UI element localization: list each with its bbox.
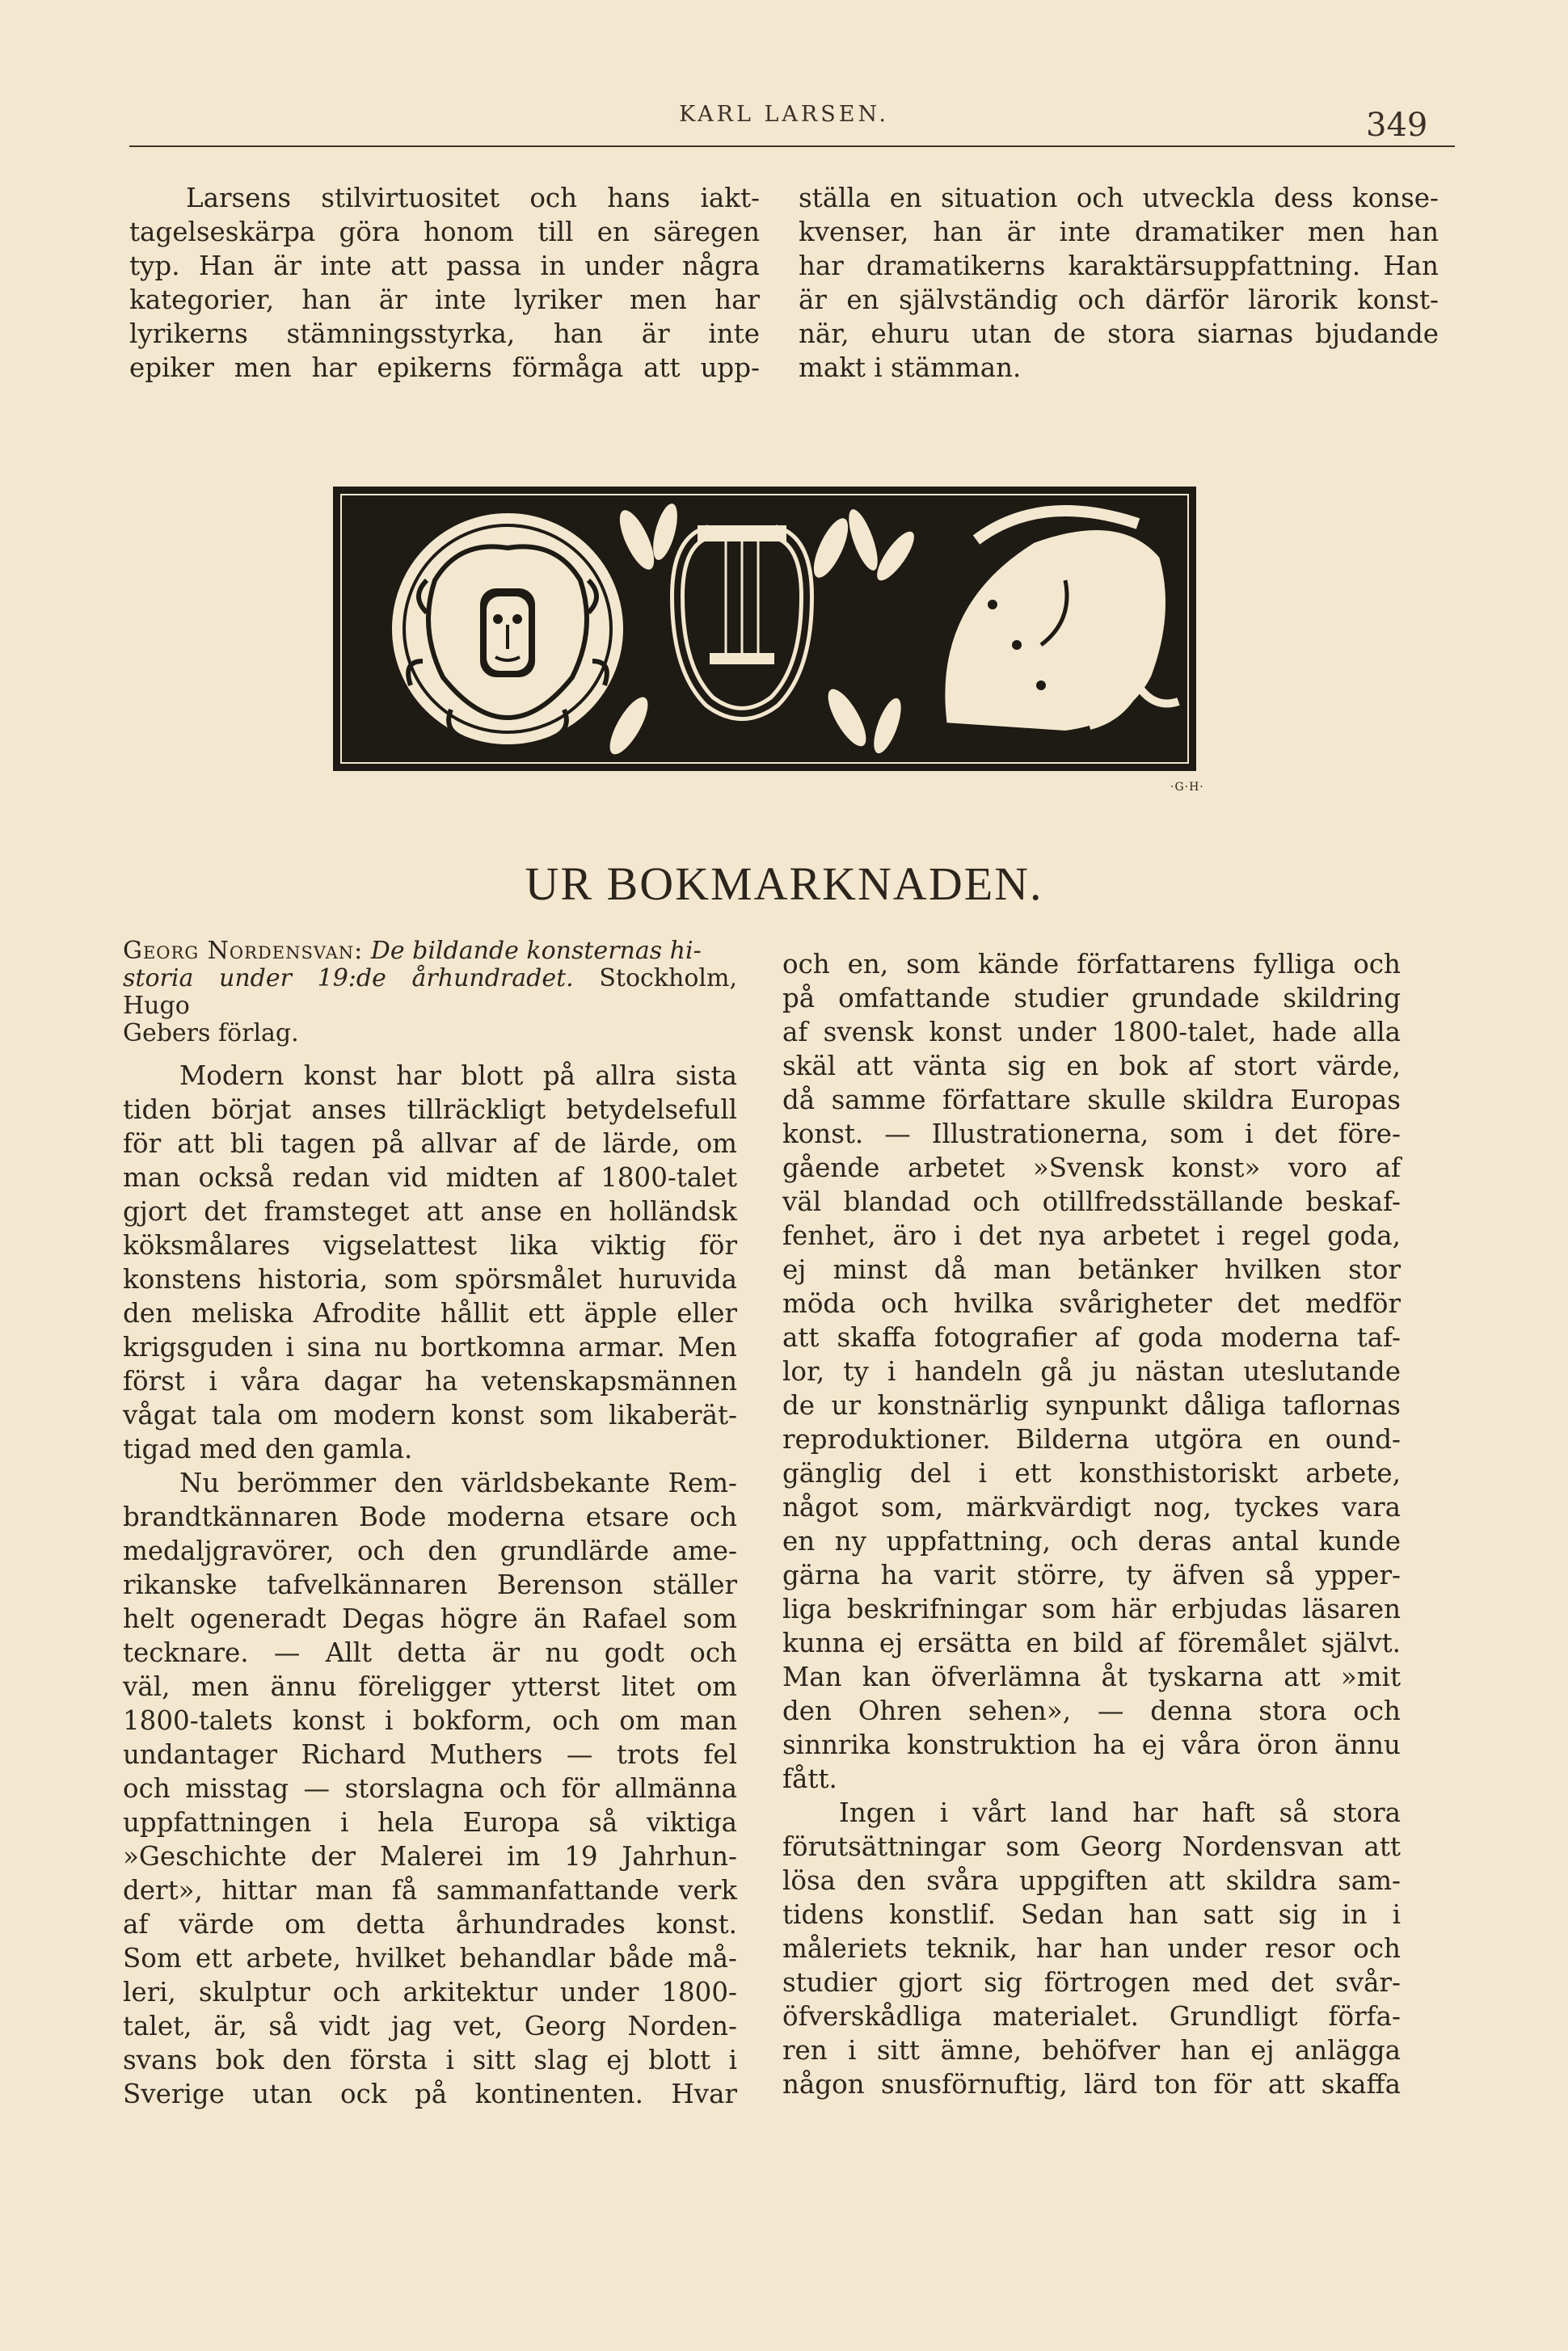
page-number: 349 — [1366, 107, 1428, 144]
text-line: krigsguden i sina nu bortkomna armar. Men — [123, 1332, 737, 1363]
text-line: af värde om detta århundrades konst. — [123, 1909, 737, 1940]
text-line: skäl att vänta sig en bok af stort värde, — [782, 1051, 1401, 1081]
medusa-shield-icon — [388, 509, 627, 748]
text-line: först i våra dagar ha vetenskapsmännen — [123, 1366, 737, 1397]
text-line: den meliska Afrodite hållit ett äpple eller — [123, 1298, 737, 1329]
text-line: gående arbetet »Svensk konst» voro af — [782, 1152, 1401, 1183]
text-line: medaljgravörer, och den grundlärde ame- — [123, 1536, 737, 1566]
text-line: dert», hittar man få sammanfattande verk — [123, 1875, 737, 1906]
text-line: gänglig del i ett konsthistoriskt arbete, — [782, 1458, 1401, 1489]
text-line: tidens konstlif. Sedan han satt sig in i — [782, 1899, 1401, 1930]
text-line: möda och hvilka svårigheter det medför — [782, 1288, 1401, 1319]
citation-author: Georg Nordensvan: — [123, 937, 364, 965]
text-line: köksmålares vigselattest lika viktig för — [123, 1230, 737, 1261]
text-line: den Ohren sehen», — denna stora och — [782, 1696, 1401, 1726]
text-line: Ingen i vårt land har haft så stora — [839, 1797, 1401, 1828]
text-line: tagelseskärpa göra honom till en säregen — [129, 217, 760, 247]
text-line: svans bok den första i sitt slag ej blott i — [123, 2045, 737, 2075]
review-left-column — [123, 937, 737, 2111]
text-line: gärna ha varit större, ty äfven så ypper- — [782, 1560, 1401, 1591]
text-line: leri, skulptur och arkitektur under 1800- — [123, 1977, 737, 2008]
text-line: reproduktioner. Bilderna utgöra en ound- — [782, 1424, 1401, 1455]
text-line: då samme författare skulle skildra Europas — [782, 1085, 1401, 1115]
text-line: Sverige utan ock på kontinenten. Hvar — [123, 2079, 737, 2109]
text-line: studier gjort sig förtrogen med det svår- — [782, 1967, 1401, 1998]
citation-title-1: De bildande konsternas hi- — [370, 937, 702, 965]
text-line: att skaffa fotografier af goda moderna taf- — [782, 1322, 1401, 1353]
text-line: fått. — [782, 1763, 837, 1794]
review-right-column — [782, 947, 1401, 2101]
text-line: förutsättningar som Georg Nordensvan att — [782, 1831, 1401, 1862]
text-line: väl, men ännu föreligger ytterst litet om — [123, 1671, 737, 1702]
text-line: typ. Han är inte att passa in under några — [129, 251, 760, 281]
text-line: Man kan öfverlämna åt tyskarna att »mit — [782, 1662, 1401, 1692]
text-line: och en, som kände författarens fylliga och — [782, 949, 1401, 980]
text-line: tecknare. — Allt detta är nu godt och — [123, 1637, 737, 1668]
text-line: Modern konst har blott på allra sista — [179, 1060, 737, 1091]
text-line: lösa den svåra uppgiften att skildra sam- — [782, 1865, 1401, 1896]
text-line: har dramatikerns karaktärsuppfattning. Han — [799, 251, 1439, 281]
vignette-monogram: ·G·H· — [1170, 781, 1204, 794]
text-line: lyrikerns stämningsstyrka, han är inte — [129, 318, 760, 349]
text-line: undantager Richard Muthers — trots fel — [123, 1739, 737, 1770]
intro-right-column — [799, 181, 1439, 385]
text-line: ställa en situation och utveckla dess konse- — [799, 183, 1439, 213]
text-line: 1800-talets konst i bokform, och om man — [123, 1705, 737, 1736]
text-line: en ny uppfattning, och deras antal kunde — [782, 1526, 1401, 1557]
text-line: ren i sitt ämne, behöfver han ej anlägga — [782, 2035, 1401, 2066]
citation-publisher-1: Stockholm, Hugo — [123, 964, 737, 1020]
header-rule — [129, 145, 1455, 147]
text-line: liga beskrifningar som här erbjudas läsaren — [782, 1594, 1401, 1624]
text-line: väl blandad och otillfredsställande beskaf- — [782, 1186, 1401, 1217]
text-line: talet, är, så vidt jag vet, Georg Norden- — [123, 2011, 737, 2041]
running-head-author: KARL LARSEN. — [679, 102, 889, 127]
text-line: för att bli tagen på allvar af de lärde, om — [123, 1128, 737, 1159]
text-line: och misstag — storslagna och för allmänna — [123, 1773, 737, 1804]
text-line: konstens historia, som spörsmålet huruvida — [123, 1264, 737, 1295]
text-line: öfverskådliga materialet. Grundligt förfa- — [782, 2001, 1401, 2032]
text-line: på omfattande studier grundade skildring — [782, 983, 1401, 1013]
text-line: epiker men har epikerns förmåga att upp- — [129, 352, 760, 383]
citation-publisher-2: Gebers förlag. — [123, 1019, 299, 1047]
text-line: man också redan vid midten af 1800-talet — [123, 1162, 737, 1193]
text-line: fenhet, äro i det nya arbetet i regel goda, — [782, 1220, 1401, 1251]
text-line: Larsens stilvirtuositet och hans iakt- — [186, 183, 760, 213]
text-line: tiden börjat anses tillräckligt betydelsefull — [123, 1094, 737, 1125]
text-line: är en självständig och därför lärorik konst- — [799, 284, 1439, 315]
text-line: konst. — Illustrationerna, som i det före- — [782, 1119, 1401, 1149]
text-line: Nu berömmer den världsbekante Rem- — [179, 1468, 737, 1498]
section-title: UR BOKMARKNADEN. — [525, 857, 1043, 910]
review-citation — [123, 937, 737, 1047]
text-line: vågat tala om modern konst som likaberät- — [123, 1400, 737, 1430]
text-line: rikanske tafvelkännaren Berenson ställer — [123, 1569, 737, 1600]
review-left-text — [123, 1059, 737, 2111]
text-line: måleriets teknik, har han under resor och — [782, 1933, 1401, 1964]
text-line: ej minst då man betänker hvilken stor — [782, 1254, 1401, 1285]
text-line: lor, ty i handeln gå ju nästan uteslutande — [782, 1356, 1401, 1387]
text-line: något som, märkvärdigt nog, tyckes vara — [782, 1492, 1401, 1523]
intro-left-column — [129, 181, 760, 385]
text-line: Som ett arbete, hvilket behandlar både må- — [123, 1943, 737, 1974]
text-line: makt i stämman. — [799, 352, 1022, 383]
decorative-vignette — [330, 483, 1199, 774]
text-line: »Geschichte der Malerei im 19 Jahrhun- — [123, 1841, 737, 1872]
text-line: någon snusförnuftig, lärd ton för att skaffa — [782, 2069, 1401, 2100]
text-line: sinnrika konstruktion ha ej våra öron ännu — [782, 1730, 1401, 1760]
text-line: uppfattningen i hela Europa så viktiga — [123, 1807, 737, 1838]
text-line: kunna ej ersätta en bild af föremålet självt. — [782, 1628, 1401, 1658]
text-line: helt ogeneradt Degas högre än Rafael som — [123, 1603, 737, 1634]
text-line: kategorier, han är inte lyriker men har — [129, 284, 760, 315]
text-line: brandtkännaren Bode moderna etsare och — [123, 1502, 737, 1532]
citation-title-2: storia under 19:de århundradet. — [123, 964, 574, 992]
text-line: de ur konstnärlig synpunkt dåliga taflornas — [782, 1390, 1401, 1421]
text-line: kvenser, han är inte dramatiker men han — [799, 217, 1439, 247]
text-line: af svensk konst under 1800-talet, hade alla — [782, 1017, 1401, 1047]
text-line: när, ehuru utan de stora siarnas bjudande — [799, 318, 1439, 349]
text-line: gjort det framsteget att anse en holländsk — [123, 1196, 737, 1227]
text-line: tigad med den gamla. — [123, 1434, 413, 1464]
